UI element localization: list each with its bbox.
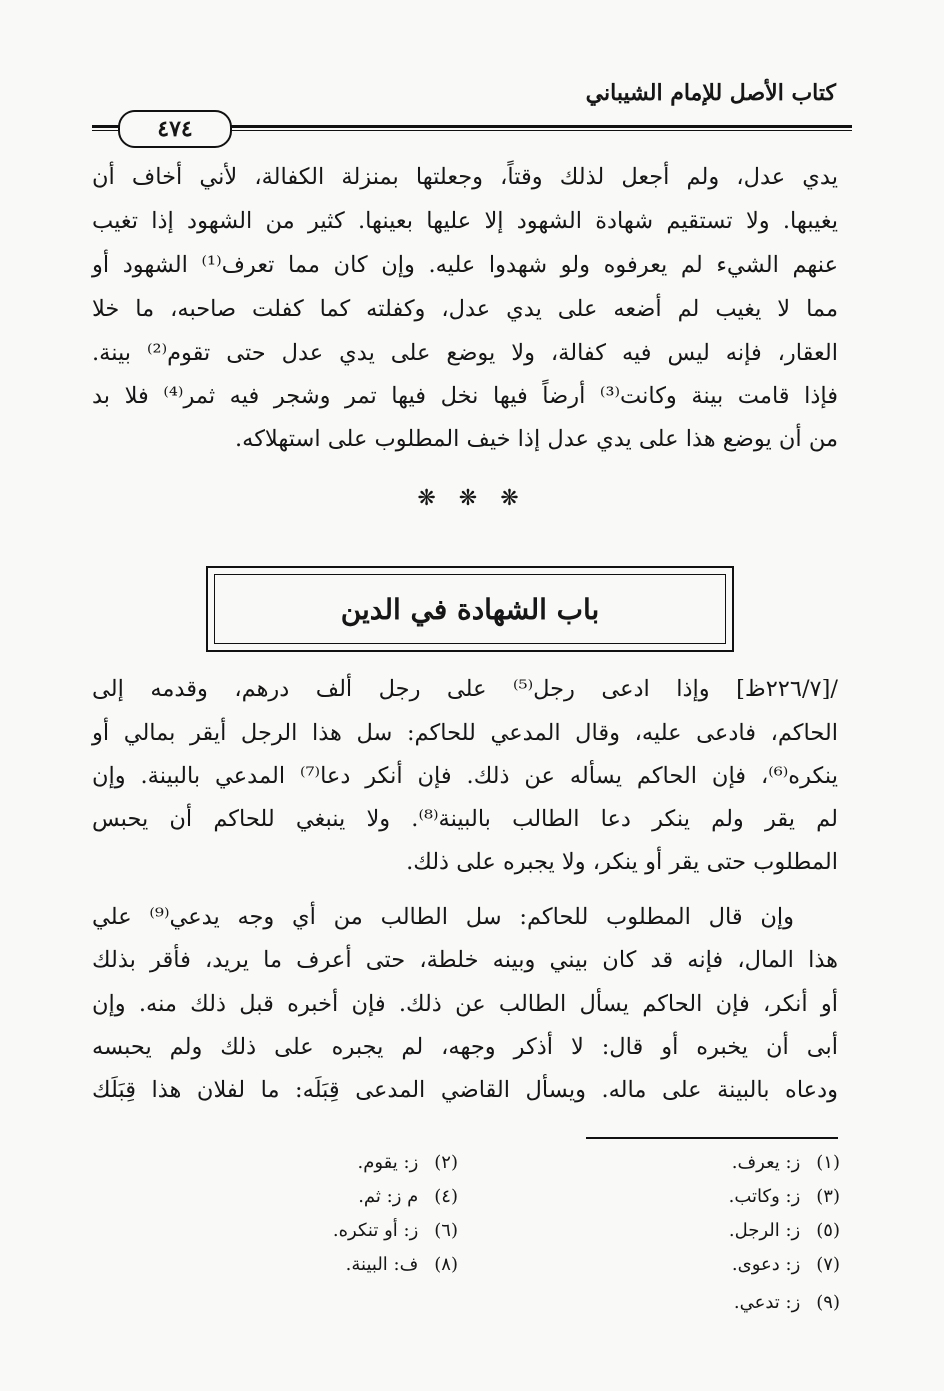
book-title: كتاب الأصل للإمام الشيباني — [585, 80, 836, 106]
footnote — [333, 1218, 458, 1244]
text-line: هذا المال، فإنه قد كان بيني وبينه خلطة، حتى أعرف ما يريد، فأقر بذلك — [92, 947, 838, 973]
footnote — [732, 1150, 840, 1176]
text-line: يغيبها. ولا تستقيم شهادة الشهود إلا عليها بعينها. كثير من الشهود إذا تغيب — [92, 208, 838, 234]
chapter-heading: باب الشهادة في الدين — [340, 592, 600, 626]
text-line: /[٢٢٦/٧ظ] وإذا ادعى رجل⁽⁵⁾ على رجل ألف درهم، وقدمه إلى — [92, 676, 838, 702]
footnote-number: (٧) — [816, 1254, 840, 1275]
footnote-number: (٥) — [816, 1220, 840, 1241]
text-line: فإذا قامت بينة وكانت⁽³⁾ أرضاً فيها نخل فيها تمر وشجر فيه ثمر⁽⁴⁾ فلا بد — [92, 383, 838, 409]
page-number: ٤٧٤ — [118, 110, 232, 148]
text-line: أبى أن يخبره أو قال: لا أذكر وجهه، لم يجبره على ذلك ولم يحبسه — [92, 1034, 838, 1060]
text-line: ودعاه بالبينة على ماله. ويسأل القاضي المدعى قِبَلَه: ما لفلان هذا قِبَلَك — [92, 1077, 838, 1103]
text-line: ينكره⁽⁶⁾، فإن الحاكم يسأله عن ذلك. فإن أنكر دعا⁽⁷⁾ المدعي بالبينة. وإن — [92, 763, 838, 789]
footnote-text: ف: البينة. — [345, 1254, 419, 1275]
footnote-number: (٢) — [434, 1152, 458, 1173]
footnote-text: ز: تدعي. — [733, 1292, 801, 1313]
footnote-number: (٣) — [816, 1186, 840, 1207]
footnote — [358, 1150, 459, 1176]
footnote-number: (٦) — [434, 1220, 458, 1241]
footnote — [732, 1252, 840, 1278]
footnote-text: ز: دعوى. — [731, 1254, 801, 1275]
text-line: من أن يوضع هذا على يدي عدل إذا خيف المطلوب على استهلاكه. — [235, 426, 838, 452]
footnote — [734, 1290, 840, 1316]
footnote-text: ز: وكاتب. — [728, 1186, 801, 1207]
footnote — [358, 1184, 458, 1210]
footnote-text: م ز: ثم. — [358, 1186, 419, 1207]
chapter-heading-frame — [206, 566, 734, 652]
footnote-number: (٤) — [434, 1186, 458, 1207]
footnote — [729, 1218, 840, 1244]
section-separator: ❋ ❋ ❋ — [417, 486, 527, 511]
footnote-text: ز: يقوم. — [357, 1152, 419, 1173]
footnote — [729, 1184, 840, 1210]
text-line: وإن قال المطلوب للحاكم: سل الطالب من أي وجه يدعي⁽⁹⁾ علي — [92, 904, 794, 930]
text-line: المطلوب حتى يقر أو ينكر، ولا يجبره على ذلك. — [406, 849, 838, 875]
footnote-number: (١) — [816, 1152, 840, 1173]
text-line: عنهم الشيء لم يعرفوه ولو شهدوا عليه. وإن كان مما تعرف⁽¹⁾ الشهود أو — [92, 252, 838, 278]
text-line: الحاكم، فادعى عليه، وقال المدعي للحاكم: سل هذا الرجل أيقر بمالي أو — [92, 720, 838, 746]
footnote — [346, 1252, 458, 1278]
footnote-text: ز: يعرف. — [731, 1152, 801, 1173]
footnote-text: ز: الرجل. — [728, 1220, 801, 1241]
text-line: يدي عدل، ولم أجعل لذلك وقتاً، وجعلتها بمنزلة الكفالة، لأني أخاف أن — [92, 164, 838, 190]
footnote-number: (٩) — [816, 1292, 840, 1313]
text-line: العقار، فإنه ليس فيه كفالة، ولا يوضع على يدي عدل حتى تقوم⁽²⁾ بينة. — [92, 340, 838, 366]
footnote-number: (٨) — [434, 1254, 458, 1275]
text-line: مما لا يغيب لم أضعه على يدي عدل، وكفلته كما كفلت صاحبه، ما خلا — [92, 296, 838, 322]
footnote-text: ز: أو تنكره. — [332, 1220, 419, 1241]
text-line: لم يقر ولم ينكر دعا الطالب بالبينة⁽⁸⁾. ولا ينبغي للحاكم أن يحبس — [92, 806, 838, 832]
text-line: أو أنكر، فإن الحاكم يسأل الطالب عن ذلك. فإن أخبره قبل ذلك منه. وإن — [92, 991, 838, 1017]
footnote-rule — [586, 1137, 838, 1139]
